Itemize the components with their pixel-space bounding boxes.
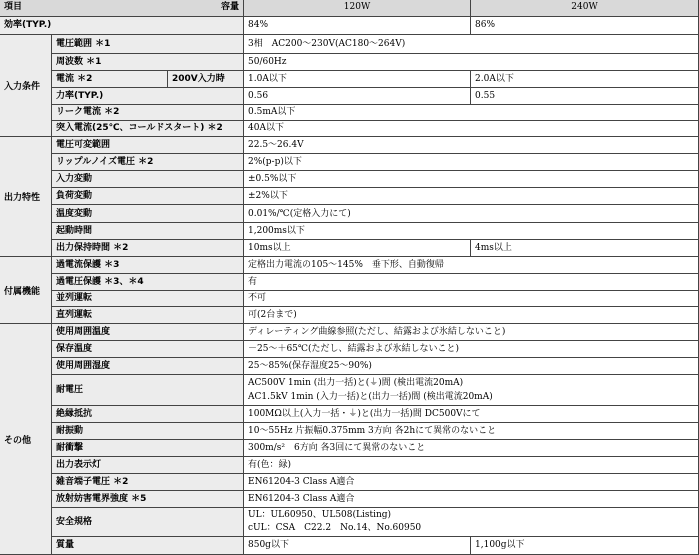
header-240w: 240W bbox=[471, 0, 699, 17]
others-op-humidity-label: 使用周囲湿度 bbox=[52, 358, 244, 375]
others-output-led-value: 有(色：緑) bbox=[244, 457, 699, 474]
header-capacity: 容量 bbox=[200, 0, 243, 16]
others-withstand-label: 耐電圧 bbox=[52, 375, 244, 406]
others-mass-label: 質量 bbox=[52, 537, 244, 555]
others-mass-240w: 1,100g以下 bbox=[471, 537, 699, 555]
output-input-var-label: 入力変動 bbox=[52, 171, 244, 188]
others-withstand-value bbox=[244, 375, 699, 406]
input-leak-current-value: 0.5mA以下 bbox=[244, 105, 699, 121]
output-load-var-value: ±2%以下 bbox=[244, 188, 699, 205]
output-hold-120w: 10ms以上 bbox=[244, 240, 471, 257]
output-voltage-adj-value: 22.5～26.4V bbox=[244, 137, 699, 154]
func-series-value: 可(2台まで) bbox=[244, 307, 699, 324]
others-op-temp-label: 使用周囲温度 bbox=[52, 324, 244, 341]
output-input-var-value: ±0.5%以下 bbox=[244, 171, 699, 188]
input-voltage-range-label: 電圧範囲 ＊1 bbox=[52, 35, 244, 54]
input-leak-current-label: リーク電流 ＊2 bbox=[52, 105, 244, 121]
input-power-factor-120w: 0.56 bbox=[244, 88, 471, 105]
func-overvoltage-label: 過電圧保護 ＊3、＊4 bbox=[52, 274, 244, 291]
others-op-temp-value: ディレーティング曲線参照(ただし、結露および氷結しないこと) bbox=[244, 324, 699, 341]
output-load-var-label: 負荷変動 bbox=[52, 188, 244, 205]
row-efficiency-label: 効率(TYP.) bbox=[0, 17, 244, 35]
input-inrush-label: 突入電流(25℃、コールドスタート) ＊2 bbox=[52, 121, 244, 137]
others-vibration-value: 10～55Hz 片振幅0.375mm 3方向 各2hにて異常のないこと bbox=[244, 423, 699, 440]
others-vibration-label: 耐振動 bbox=[52, 423, 244, 440]
efficiency-120w: 84% bbox=[244, 17, 471, 35]
output-temp-var-value: 0.01%/℃(定格入力にて) bbox=[244, 205, 699, 223]
others-insulation-label: 絶縁抵抗 bbox=[52, 406, 244, 423]
input-current-240w: 2.0A以下 bbox=[471, 71, 699, 88]
input-voltage-range-value: 3相 AC200～230V(AC180～264V) bbox=[244, 35, 699, 54]
output-voltage-adj-label: 電圧可変範囲 bbox=[52, 137, 244, 154]
func-overcurrent-label: 過電流保護 ＊3 bbox=[52, 257, 244, 274]
func-series-label: 直列運転 bbox=[52, 307, 244, 324]
output-hold-240w: 4ms以上 bbox=[471, 240, 699, 257]
safety-line-2: cUL：CSA C22.2 No.14、No.60950 bbox=[248, 523, 422, 533]
category-others: その他 bbox=[0, 324, 52, 555]
category-functions: 付属機能 bbox=[0, 257, 52, 324]
input-power-factor-240w: 0.55 bbox=[471, 88, 699, 105]
header-item: 項目 bbox=[0, 0, 244, 17]
others-storage-temp-value: －25～＋65℃(ただし、結露および氷結しないこと) bbox=[244, 341, 699, 358]
others-noise-terminal-label: 雑音端子電圧 ＊2 bbox=[52, 474, 244, 491]
output-ripple-label: リップルノイズ電圧 ＊2 bbox=[52, 154, 244, 171]
func-parallel-label: 並列運転 bbox=[52, 291, 244, 307]
others-safety-label: 安全規格 bbox=[52, 508, 244, 537]
others-radiated-value: EN61204-3 Class A適合 bbox=[244, 491, 699, 508]
category-input: 入力条件 bbox=[0, 35, 52, 137]
efficiency-240w: 86% bbox=[471, 17, 699, 35]
others-op-humidity-value: 25～85%(保存湿度25～90%) bbox=[244, 358, 699, 375]
category-output: 出力特性 bbox=[0, 137, 52, 257]
others-mass-120w: 850g以下 bbox=[244, 537, 471, 555]
input-power-factor-label: 力率(TYP.) bbox=[52, 88, 244, 105]
input-frequency-label: 周波数 ＊1 bbox=[52, 54, 244, 71]
input-inrush-value: 40A以下 bbox=[244, 121, 699, 137]
others-shock-value: 300m/s² 6方向 各3回にて異常のないこと bbox=[244, 440, 699, 457]
withstand-line-2: AC1.5kV 1min (入力一括)と(出力一括)間 (検出電流20mA) bbox=[248, 392, 493, 402]
others-shock-label: 耐衝撃 bbox=[52, 440, 244, 457]
input-current-sub: 200V入力時 bbox=[168, 71, 244, 88]
header-120w: 120W bbox=[244, 0, 471, 17]
input-current-120w: 1.0A以下 bbox=[244, 71, 471, 88]
withstand-line-1: AC500V 1min (出力一括)と(⏚)間 (検出電流20mA) bbox=[248, 378, 464, 388]
safety-line-1: UL：UL60950、UL508(Listing) bbox=[248, 510, 392, 520]
others-insulation-value: 100MΩ以上(入力一括・⏚)と(出力一括)間 DC500Vにて bbox=[244, 406, 699, 423]
func-parallel-value: 不可 bbox=[244, 291, 699, 307]
output-hold-label: 出力保持時間 ＊2 bbox=[52, 240, 244, 257]
output-startup-value: 1,200ms以下 bbox=[244, 223, 699, 240]
output-startup-label: 起動時間 bbox=[52, 223, 244, 240]
others-safety-value bbox=[244, 508, 699, 537]
others-noise-terminal-value: EN61204-3 Class A適合 bbox=[244, 474, 699, 491]
output-ripple-value: 2%(p-p)以下 bbox=[244, 154, 699, 171]
func-overvoltage-value: 有 bbox=[244, 274, 699, 291]
input-current-label: 電流 ＊2 bbox=[52, 71, 168, 88]
input-frequency-value: 50/60Hz bbox=[244, 54, 699, 71]
others-storage-temp-label: 保存温度 bbox=[52, 341, 244, 358]
func-overcurrent-value: 定格出力電流の105～145% 垂下形、自動復帰 bbox=[244, 257, 699, 274]
others-output-led-label: 出力表示灯 bbox=[52, 457, 244, 474]
output-temp-var-label: 温度変動 bbox=[52, 205, 244, 223]
others-radiated-label: 放射妨害電界強度 ＊5 bbox=[52, 491, 244, 508]
